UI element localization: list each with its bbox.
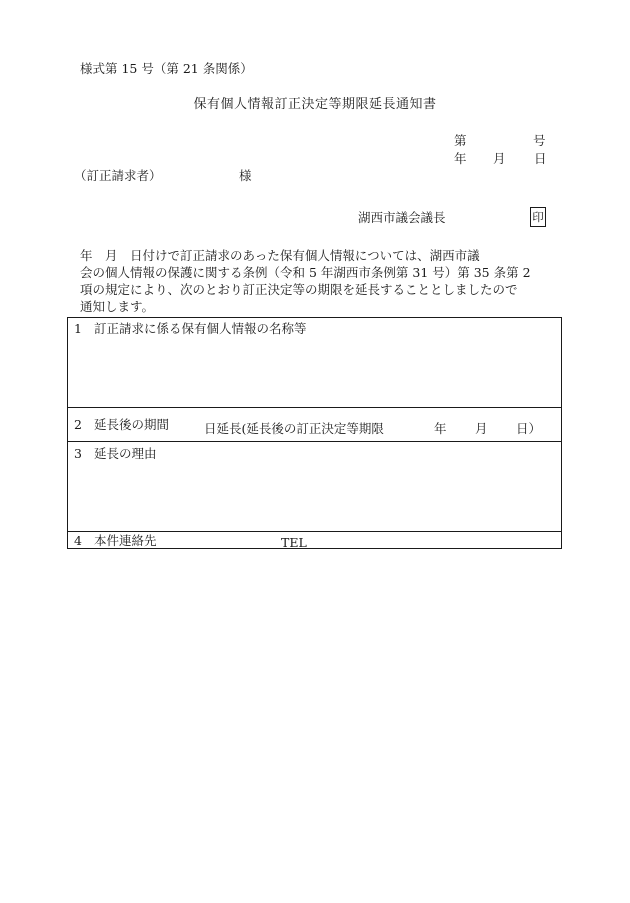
seal-mark: 印 <box>530 207 546 227</box>
row-label <box>74 419 169 432</box>
date-month-label: 月 <box>493 151 506 166</box>
addressee-honorific: 様 <box>239 168 252 183</box>
row-title: 延長の理由 <box>94 446 157 461</box>
row-number: 4 <box>74 533 82 548</box>
details-table <box>67 317 562 549</box>
deadline-month-label: 月 <box>475 421 488 436</box>
row-label <box>74 535 157 548</box>
table-row-extension-reason <box>68 441 561 532</box>
row-label <box>74 323 307 336</box>
table-row-contact <box>68 531 561 550</box>
sender-title: 湖西市議会議長 <box>358 210 446 225</box>
row-number: 2 <box>74 417 82 432</box>
table-row-info-name <box>68 318 561 407</box>
row-title: 本件連絡先 <box>94 533 157 548</box>
date-year-label: 年 <box>454 151 467 166</box>
row-title: 延長後の期間 <box>94 417 170 432</box>
row-number: 1 <box>74 321 82 336</box>
deadline-day-label: 日） <box>516 421 542 436</box>
row-title: 訂正請求に係る保有個人情報の名称等 <box>94 321 307 336</box>
document-title: 保有個人情報訂正決定等期限延長通知書 <box>193 97 437 112</box>
document-number-suffix: 号 <box>533 133 546 148</box>
notice-body: 年 月 日付けで訂正請求のあった保有個人情報については、湖西市議 会の個人情報の保護に関する条例（令和 5 年湖西市条例第 31 号）第 35 条第 2 項の規定により、次のとおり訂正決定等の期限を延長することとしましたので 通知します。 <box>80 248 531 314</box>
deadline-year-label: 年 <box>434 421 447 436</box>
date-day-label: 日 <box>534 151 547 166</box>
row-number: 3 <box>74 446 82 461</box>
row-label <box>74 448 157 461</box>
contact-tel-label: TEL <box>281 535 307 550</box>
extension-days-text: 日延長(延長後の訂正決定等期限 <box>204 421 384 436</box>
form-number: 様式第 15 号（第 21 条関係） <box>80 61 253 76</box>
addressee-label: （訂正請求者） <box>74 168 162 183</box>
document-number-prefix: 第 <box>454 133 467 148</box>
table-row-extension-period <box>68 407 561 442</box>
